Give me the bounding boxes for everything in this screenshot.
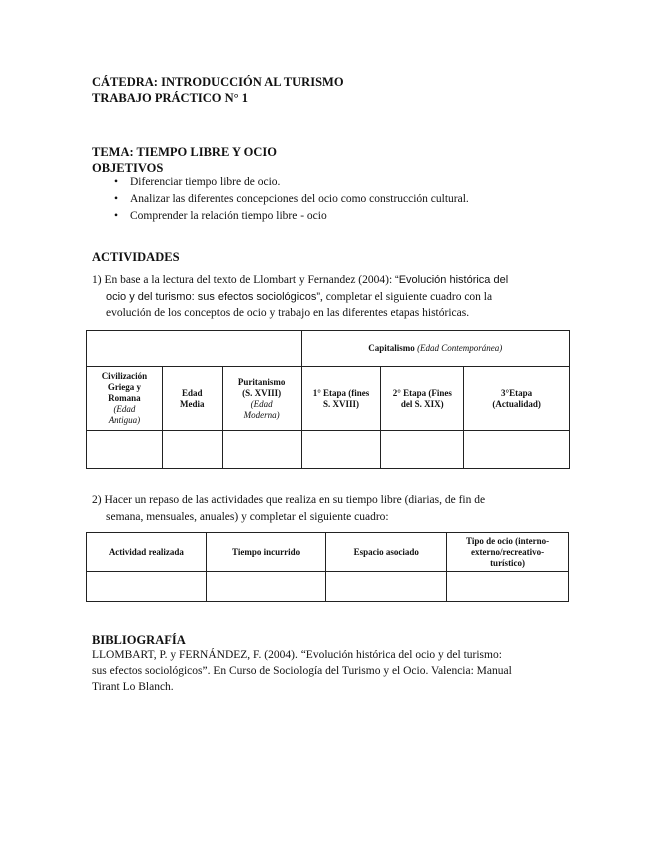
col-etapa3-header: 3°Etapa (Actualidad)	[464, 367, 570, 431]
historical-stages-table	[86, 330, 570, 469]
table-cell[interactable]	[326, 572, 447, 602]
activity1-line3: evolución de los conceptos de ocio y trabajo en las diferentes etapas históricas.	[106, 307, 470, 319]
objetivo-item: • Diferenciar tiempo libre de ocio.	[92, 174, 469, 191]
activity2-line1: 2) Hacer un repaso de las actividades que realiza en su tiempo libre (diarias, de fin de	[92, 494, 486, 506]
bullet-icon: •	[114, 210, 119, 222]
table-row	[87, 367, 570, 431]
table-cell[interactable]	[301, 431, 381, 469]
col-etapa1-header: 1° Etapa (fines S. XVIII)	[301, 367, 381, 431]
table-cell[interactable]	[464, 431, 570, 469]
capitalismo-header: Capitalismo (Edad Contemporánea)	[301, 331, 569, 367]
bibliografia-line: Tirant Lo Blanch.	[92, 681, 174, 693]
activity2-line2: semana, mensuales, anuales) y completar el siguiente cuadro:	[106, 511, 389, 523]
bullet-icon: •	[114, 176, 119, 188]
table-row	[87, 431, 570, 469]
table-cell[interactable]	[87, 431, 163, 469]
col-etapa2-header: 2° Etapa (Fines del S. XIX)	[381, 367, 464, 431]
table-cell[interactable]	[87, 572, 207, 602]
bibliografia-line: sus efectos sociológicos”. En Curso de Sociología del Turismo y el Ocio. Valencia: Manual	[92, 665, 512, 677]
tipo-ocio-header: Tipo de ocio (interno- externo/recreativo- turístico)	[447, 533, 569, 572]
table-cell[interactable]	[381, 431, 464, 469]
table-cell[interactable]	[206, 572, 326, 602]
col-edad-media-header: Edad Media	[162, 367, 222, 431]
tiempo-header: Tiempo incurrido	[206, 533, 326, 572]
bibliografia-heading: BIBLIOGRAFÍA	[92, 633, 186, 647]
espacio-header: Espacio asociado	[326, 533, 447, 572]
bullet-icon: •	[114, 193, 119, 205]
activity1-line1: 1) En base a la lectura del texto de Llombart y Fernandez (2004): “Evolución histórica del	[92, 274, 509, 286]
table-row	[87, 331, 570, 367]
objetivo-item: • Analizar las diferentes concepciones del ocio como construcción cultural.	[92, 191, 469, 208]
bibliografia-text	[92, 647, 567, 695]
objetivo-item: • Comprender la relación tiempo libre - ocio	[92, 208, 469, 225]
table-row	[87, 533, 569, 572]
table-cell[interactable]	[222, 431, 301, 469]
table-cell[interactable]	[447, 572, 569, 602]
actividades-heading: ACTIVIDADES	[92, 250, 180, 264]
tema-heading: TEMA: TIEMPO LIBRE Y OCIO	[92, 145, 277, 159]
col-puritanismo-header: Puritanismo (S. XVIII) (Edad Moderna)	[222, 367, 301, 431]
table-cell	[87, 331, 302, 367]
table-cell[interactable]	[162, 431, 222, 469]
bibliografia-line: LLOMBART, P. y FERNÁNDEZ, F. (2004). “Evolución histórica del ocio y del turismo:	[92, 649, 502, 661]
objetivos-heading: OBJETIVOS	[92, 161, 164, 175]
actividad-header: Actividad realizada	[87, 533, 207, 572]
trabajo-heading: TRABAJO PRÁCTICO N° 1	[92, 91, 249, 105]
table-row	[87, 572, 569, 602]
objetivos-list	[92, 174, 469, 225]
activity1-line2: ocio y del turismo: sus efectos sociológicos”, completar el siguiente cuadro con la	[106, 291, 493, 303]
leisure-activities-table	[86, 532, 569, 602]
col-civilizacion-header: Civilización Griega y Romana (Edad Antigua)	[87, 367, 163, 431]
catedra-heading: CÁTEDRA: INTRODUCCIÓN AL TURISMO	[92, 75, 344, 89]
